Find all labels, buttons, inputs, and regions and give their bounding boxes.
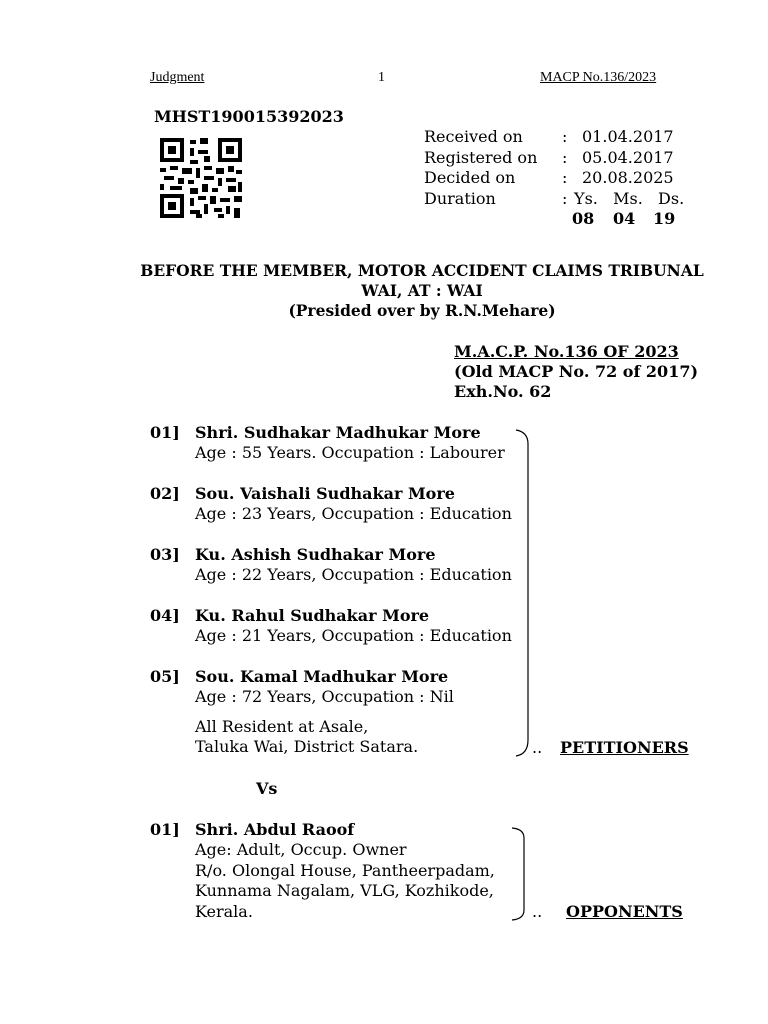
received-sep: : [562,127,568,146]
court-line-2: WAI, AT : WAI [361,281,483,300]
duration-units: Ys. Ms. Ds. [574,188,685,208]
case-dates [424,127,684,209]
page-number: 1 [378,70,385,85]
registered-value: 05.04.2017 [582,147,674,167]
header-right: MACP No.136/2023 [540,70,657,85]
opponent-1-name: Shri. Abdul Raoof [195,820,355,839]
received-value: 01.04.2017 [582,127,674,146]
petitioner-5-detail: Age : 72 Years, Occupation : Nil [195,687,454,706]
opponents-dots: .. [532,902,543,921]
residence-line-1: All Resident at Asale, [195,717,369,736]
petitioner-3-detail: Age : 22 Years, Occupation : Education [195,565,512,584]
duration-label: Duration [424,188,496,208]
petitioner-1-detail: Age : 55 Years. Occupation : Labourer [195,443,505,462]
petitioner-5-num: 05] [150,667,180,686]
court-line-3: (Presided over by R.N.Mehare) [288,301,556,320]
duration-years: 08 [572,209,595,228]
case-code: MHST190015392023 [154,107,344,126]
exhibit-number: Exh.No. 62 [454,382,552,401]
opponent-1-line-3: Kunnama Nagalam, VLG, Kozhikode, [195,881,494,900]
petitioners-dots: .. [532,738,543,757]
duration-sep: : [562,188,568,208]
received-label: Received on [424,127,523,146]
decided-row [424,168,684,189]
petitioner-2-detail: Age : 23 Years, Occupation : Education [195,504,512,523]
opponent-1-line-4: Kerala. [195,902,253,921]
petitioner-4-name: Ku. Rahul Sudhakar More [195,606,430,625]
opponents-label: OPPONENTS [566,902,683,921]
petitioner-2-num: 02] [150,484,180,503]
received-row [424,127,684,148]
court-line-1: BEFORE THE MEMBER, MOTOR ACCIDENT CLAIMS TRIBUNAL [140,261,704,280]
petitioner-1-name: Shri. Sudhakar Madhukar More [195,423,481,442]
petitioners-label: PETITIONERS [560,738,689,757]
decided-value: 20.08.2025 [582,168,674,187]
petitioner-5-name: Sou. Kamal Madhukar More [195,667,449,686]
duration-months: 04 [613,209,636,228]
petitioner-1-num: 01] [150,423,180,442]
header-left: Judgment [150,70,205,85]
duration-days: 19 [653,209,676,228]
court-heading [140,261,704,321]
petitioner-3-num: 03] [150,545,180,564]
petitioner-4-num: 04] [150,606,180,625]
residence-line-2: Taluka Wai, District Satara. [195,737,419,756]
opponents-bracket-icon [510,826,534,922]
old-case-number: (Old MACP No. 72 of 2017) [454,362,699,381]
registered-label: Registered on [424,147,538,167]
opponent-1-num: 01] [150,820,180,839]
petitioners-bracket-icon [512,428,536,758]
registered-row [424,148,684,169]
qr-code-icon [160,138,242,218]
registered-sep: : [562,147,568,167]
petitioner-3-name: Ku. Ashish Sudhakar More [195,545,436,564]
petitioner-4-detail: Age : 21 Years, Occupation : Education [195,626,512,645]
duration-row [424,189,684,210]
versus-label: Vs [256,779,278,798]
decided-label: Decided on [424,168,516,187]
opponent-1-line-1: Age: Adult, Occup. Owner [195,840,407,859]
petitioner-2-name: Sou. Vaishali Sudhakar More [195,484,455,503]
opponent-1-line-2: R/o. Olongal House, Pantheerpadam, [195,861,495,880]
case-number: M.A.C.P. No.136 OF 2023 [454,342,679,361]
decided-sep: : [562,168,568,187]
